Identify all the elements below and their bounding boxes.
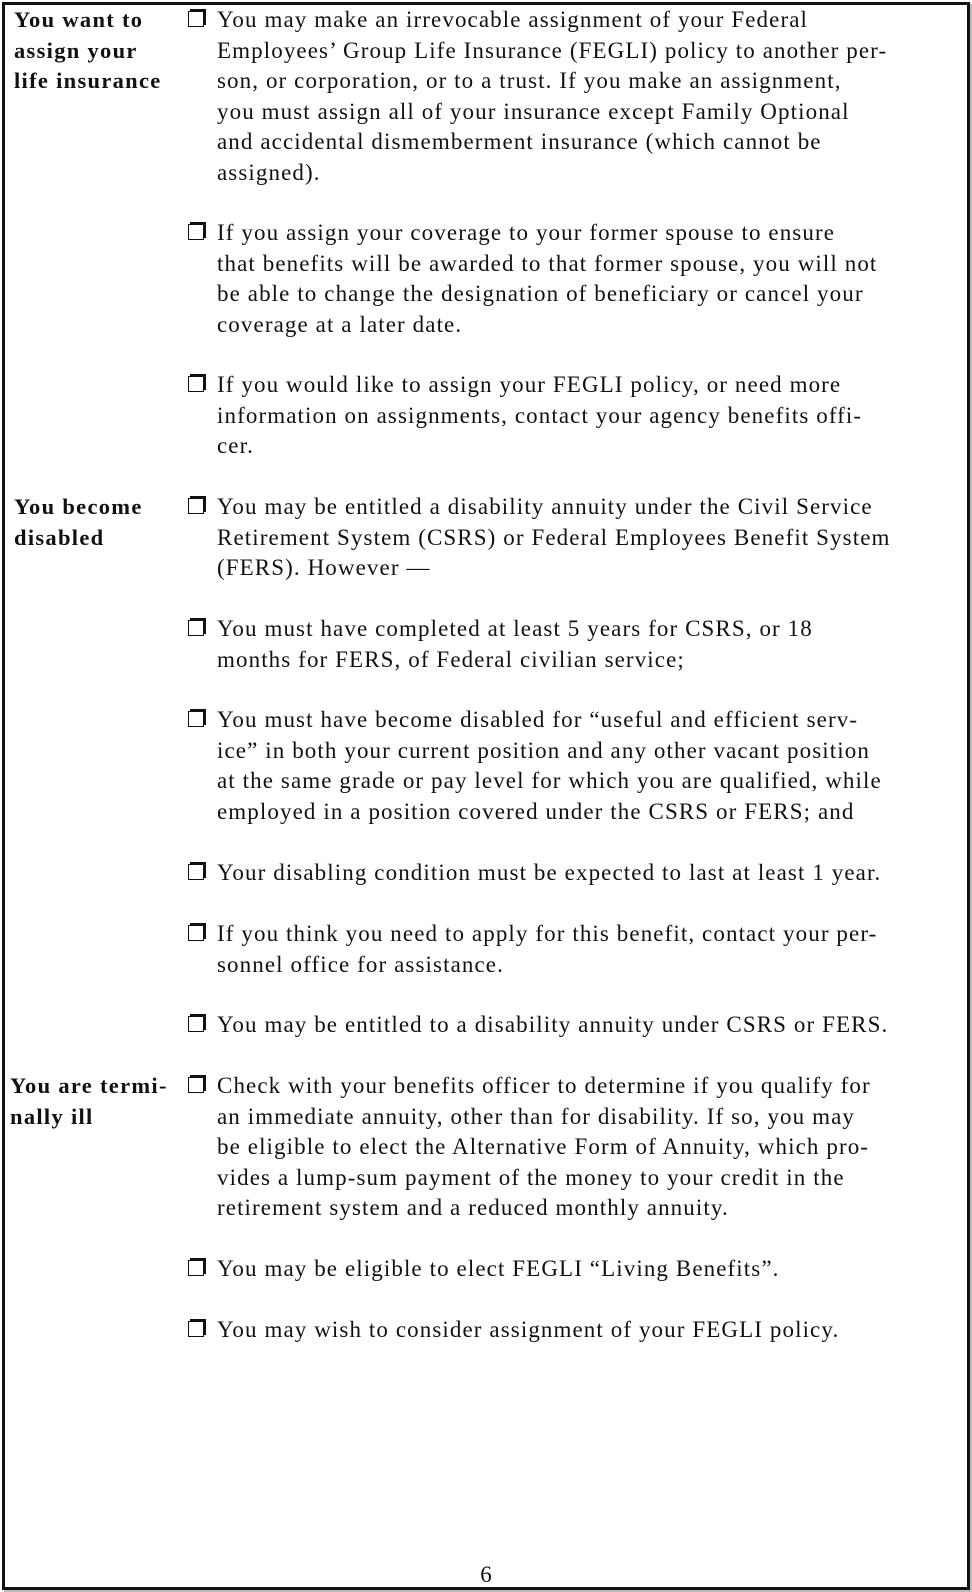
text-line: son, or corporation, or to a trust. If you make an assignment,: [217, 68, 842, 93]
checklist-item: [188, 705, 968, 827]
checkbox-icon: [188, 864, 204, 880]
item-text: [217, 858, 968, 889]
text-line: If you would like to assign your FEGLI policy, or need more: [217, 372, 842, 397]
section-label-terminally-ill: [10, 1071, 168, 1132]
text-line: be eligible to elect the Alternative Form of Annuity, which pro-: [217, 1134, 870, 1159]
checklist-item: [188, 1315, 968, 1346]
text-line: Retirement System (CSRS) or Federal Employees Benefit System: [217, 524, 891, 550]
text-line: vides a lump-sum payment of the money to your credit in the: [217, 1164, 845, 1190]
checkbox-icon: [188, 1016, 204, 1032]
item-text: [217, 218, 968, 340]
checkbox-icon: [188, 711, 204, 727]
checkbox-icon: [188, 1077, 204, 1093]
item-text: [217, 1315, 968, 1346]
checklist-item: [188, 5, 968, 188]
checkbox-icon: [188, 376, 204, 392]
checkbox-icon: [188, 1260, 204, 1276]
text-line: employed in a position covered under the CSRS or FERS; and: [217, 798, 855, 824]
checklist-item: [188, 858, 968, 889]
checkbox-icon: [188, 1321, 204, 1337]
label-line: disabled: [14, 524, 105, 550]
checklist-item: [188, 614, 968, 675]
text-line: You may be entitled a disability annuity under the Civil Service: [217, 494, 873, 519]
text-line: You must have become disabled for “useful and efficient serv-: [217, 707, 859, 732]
text-line: You may make an irrevocable assignment of your Federal: [217, 7, 809, 32]
section-label-assign-insurance: [14, 5, 162, 97]
text-line: You may wish to consider assignment of your FEGLI policy.: [217, 1317, 840, 1342]
text-line: that benefits will be awarded to that former spouse, you will not: [217, 250, 878, 276]
text-line: be able to change the designation of beneficiary or cancel your: [217, 281, 864, 306]
item-text: [217, 492, 968, 584]
checklist-item: [188, 492, 968, 584]
text-line: Your disabling condition must be expected to last at least 1 year.: [217, 860, 882, 885]
label-line: life insurance: [14, 68, 162, 93]
checkbox-icon: [188, 925, 204, 941]
checkbox-icon: [188, 11, 204, 27]
text-line: You may be entitled to a disability annuity under CSRS or FERS.: [217, 1012, 889, 1037]
text-line: If you think you need to apply for this benefit, contact your per-: [217, 921, 878, 946]
text-line: coverage at a later date.: [217, 311, 463, 337]
checkbox-icon: [188, 498, 204, 514]
checklist-item: [188, 370, 968, 462]
label-line: You are termi-: [10, 1073, 168, 1098]
checklist-item: [188, 1010, 968, 1041]
item-text: [217, 614, 968, 675]
item-text: [217, 919, 968, 980]
checkbox-icon: [188, 224, 204, 240]
item-text: [217, 1254, 968, 1285]
text-line: Check with your benefits officer to determine if you qualify for: [217, 1073, 871, 1098]
text-line: (FERS). However —: [217, 555, 431, 580]
text-line: you must assign all of your insurance except Family Optional: [217, 98, 850, 124]
section-label-disabled: [14, 492, 143, 553]
text-line: Employees’ Group Life Insurance (FEGLI) policy to another per-: [217, 37, 888, 63]
label-line: nally ill: [10, 1103, 94, 1129]
text-line: cer.: [217, 433, 254, 458]
text-line: You must have completed at least 5 years for CSRS, or 18: [217, 616, 813, 641]
item-text: [217, 370, 968, 462]
item-text: [217, 1071, 968, 1224]
item-text: [217, 705, 968, 827]
checkbox-icon: [188, 620, 204, 636]
text-line: You may be eligible to elect FEGLI “Living Benefits”.: [217, 1256, 780, 1281]
text-line: retirement system and a reduced monthly annuity.: [217, 1195, 729, 1220]
item-text: [217, 1010, 968, 1041]
text-line: information on assignments, contact your agency benefits offi-: [217, 402, 863, 428]
item-text: [217, 5, 968, 188]
checklist-item: [188, 218, 968, 340]
label-line: You want to: [14, 7, 144, 32]
text-line: assigned).: [217, 159, 321, 185]
text-line: ice” in both your current position and any other vacant position: [217, 737, 870, 763]
text-line: at the same grade or pay level for which you are qualified, while: [217, 768, 882, 793]
checklist-item: [188, 1071, 968, 1224]
label-line: assign your: [14, 37, 138, 63]
text-line: sonnel office for assistance.: [217, 951, 504, 977]
text-line: and accidental dismemberment insurance (which cannot be: [217, 129, 822, 154]
text-line: If you assign your coverage to your former spouse to ensure: [217, 220, 836, 245]
text-line: an immediate annuity, other than for disability. If so, you may: [217, 1103, 855, 1129]
checklist-item: [188, 919, 968, 980]
checklist-item: [188, 1254, 968, 1285]
label-line: You become: [14, 494, 143, 519]
text-line: months for FERS, of Federal civilian service;: [217, 646, 685, 672]
page-number: 6: [480, 1562, 492, 1587]
